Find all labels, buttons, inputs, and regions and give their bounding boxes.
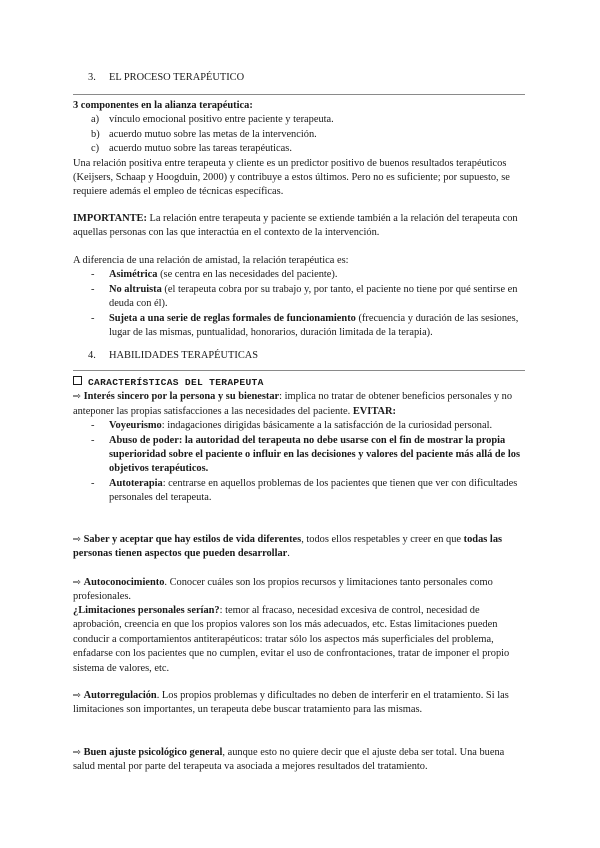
importante-paragraph (73, 212, 525, 241)
list-item (73, 142, 525, 156)
amistad-block (73, 254, 525, 340)
dash-marker: - (91, 283, 95, 295)
list-item-bold: Autoterapia (109, 477, 163, 489)
alianza-heading: 3 componentes en la alianza terapéutica: (73, 100, 253, 111)
list-item-text: (el terapeuta cobra por su trabajo y, por tanto, el paciente no tiene por qué sentirse en deuda con él). (109, 283, 518, 310)
list-item-bold: Voyeurismo (109, 420, 162, 432)
autoconocimiento-bold: Autoconocimiento (83, 577, 165, 588)
caracteristicas-block (73, 376, 525, 506)
amistad-intro: A diferencia de una relación de amistad, la relación terapéutica es: (73, 255, 349, 266)
alianza-list (73, 113, 525, 156)
interes-bold: Interés sincero por la persona y su bienestar (83, 391, 280, 403)
dash-marker: - (91, 269, 95, 281)
ajuste-text: , aunque esto no quiere decir que el ajuste deba ser total. Una buena salud mental por parte del terapeuta va asociada a mejores resultados del tratamiento. (73, 747, 505, 773)
list-item (73, 113, 525, 127)
list-item-bold: Abuso de poder: la autoridad del terapeuta no debe usarse con el fin de mostrar la propia superioridad sobre el paciente o influir en las decisiones y valores del paciente más allá de los objetivos terapéuticos. (109, 434, 521, 475)
limitaciones-text: : temor al fracaso, necesidad excesiva de control, necesidad de aprobación, creencia en que los propios valores son los más adecuados, etc. Estas limitaciones pueden conducir a comportamientos antiterapéuticos: tratar sólo los aspectos más superficiales del problema, enfadarse con los pacientes que no cumplen, evitar el uso de confrontaciones, tratar de imponer el propio sistema de valores, etc. (73, 605, 510, 674)
caracteristicas-title (73, 376, 525, 390)
limitaciones-paragraph (73, 604, 525, 676)
list-item (73, 283, 525, 312)
list-item-text: : indagaciones dirigidas básicamente a la satisfacción de la curiosidad personal. (161, 420, 493, 432)
saber-paragraph (73, 533, 525, 562)
ajuste-paragraph (73, 746, 525, 775)
list-item-bold: Asimétrica (109, 269, 158, 281)
autoconocimiento-paragraph (73, 576, 525, 605)
importante-text: La relación entre terapeuta y paciente se extiende también a la relación del terapeuta con aquellas personas con las que interactúa en el contexto de la intervención. (73, 213, 518, 239)
section-title: EL PROCESO TERAPÉUTICO (109, 72, 245, 83)
section-divider (73, 94, 525, 95)
ajuste-bold: Buen ajuste psicológico general (83, 747, 223, 758)
dash-marker: - (91, 477, 95, 489)
saber-text: , todos ellos respetables y creer en que (301, 534, 464, 545)
checkbox-icon (73, 376, 82, 385)
arrow-right-icon: ⇨ (73, 747, 81, 758)
arrow-right-icon: ⇨ (73, 577, 81, 588)
list-item-text: (frecuencia y duración de las sesiones, lugar de las mismas, puntualidad, honorarios, duración limitada de la terapia). (109, 312, 519, 339)
section-number: 4. (88, 350, 96, 361)
interes-text: : implica no tratar de obtener beneficios personales y no anteponer las propias satisfacciones a las necesidades del paciente. (73, 391, 513, 417)
list-item (73, 419, 525, 433)
list-item (73, 128, 525, 142)
arrow-right-icon: ⇨ (73, 690, 81, 701)
evitar-label: EVITAR: (352, 405, 396, 417)
list-marker: a) (91, 114, 100, 126)
limitaciones-bold: ¿Limitaciones personales serían? (73, 605, 220, 616)
section-number: 3. (88, 72, 96, 83)
caracteristicas-title-text: CARACTERÍSTICAS DEL TERAPEUTA (88, 377, 264, 388)
list-marker: b) (91, 128, 100, 140)
importante-label: IMPORTANTE: (73, 213, 147, 224)
list-item (73, 434, 525, 477)
list-marker: c) (91, 143, 100, 155)
saber-bold-2: todas las personas tienen aspectos que pueden desarrollar (73, 534, 503, 560)
autoconocimiento-text: . Conocer cuáles son los propios recursos y limitaciones tanto personales como profesionales. (73, 577, 493, 603)
dash-marker: - (91, 420, 95, 432)
saber-bold: Saber y aceptar que hay estilos de vida diferentes (83, 534, 302, 545)
saber-end: . (287, 548, 290, 560)
section-title: HABILIDADES TERAPÉUTICAS (109, 350, 259, 361)
list-item (73, 312, 525, 341)
alianza-block (73, 99, 525, 200)
list-item-text: vínculo emocional positivo entre paciente y terapeuta. (109, 114, 334, 126)
list-item-text: acuerdo mutuo sobre las tareas terapéuticas. (109, 143, 292, 155)
autorregulacion-bold: Autorregulación (83, 690, 157, 701)
list-item-bold: No altruista (109, 283, 162, 295)
section-divider (73, 370, 525, 371)
alianza-paragraph: Una relación positiva entre terapeuta y cliente es un predictor positivo de buenos resultados terapéuticos (Keijsers, Schaap y Hoogduin, 2000) y contribuye a estos últimos. Pero no es suficiente; por supuesto, se requiere además el empleo de técnicas específicas. (73, 157, 510, 198)
interes-paragraph (73, 390, 525, 419)
list-item-text: (se centra en las necesidades del paciente). (157, 269, 338, 281)
dash-marker: - (91, 434, 95, 446)
arrow-right-icon: ⇨ (73, 391, 81, 403)
list-item (73, 477, 525, 506)
list-item-bold: Sujeta a una serie de reglas formales de funcionamiento (109, 312, 356, 324)
dash-marker: - (91, 312, 95, 324)
arrow-right-icon: ⇨ (73, 534, 81, 545)
list-item-text: : centrarse en aquellos problemas de los pacientes que tienen que ver con dificultades personales del terapeuta. (109, 477, 518, 504)
list-item (73, 268, 525, 282)
list-item-text: acuerdo mutuo sobre las metas de la intervención. (109, 128, 317, 140)
autorregulacion-paragraph (73, 689, 525, 718)
autorregulacion-text: . Los propios problemas y dificultades no deben de interferir en el tratamiento. Si las limitaciones son importantes, un terapeuta debe buscar tratamiento para las mismas. (73, 690, 509, 716)
